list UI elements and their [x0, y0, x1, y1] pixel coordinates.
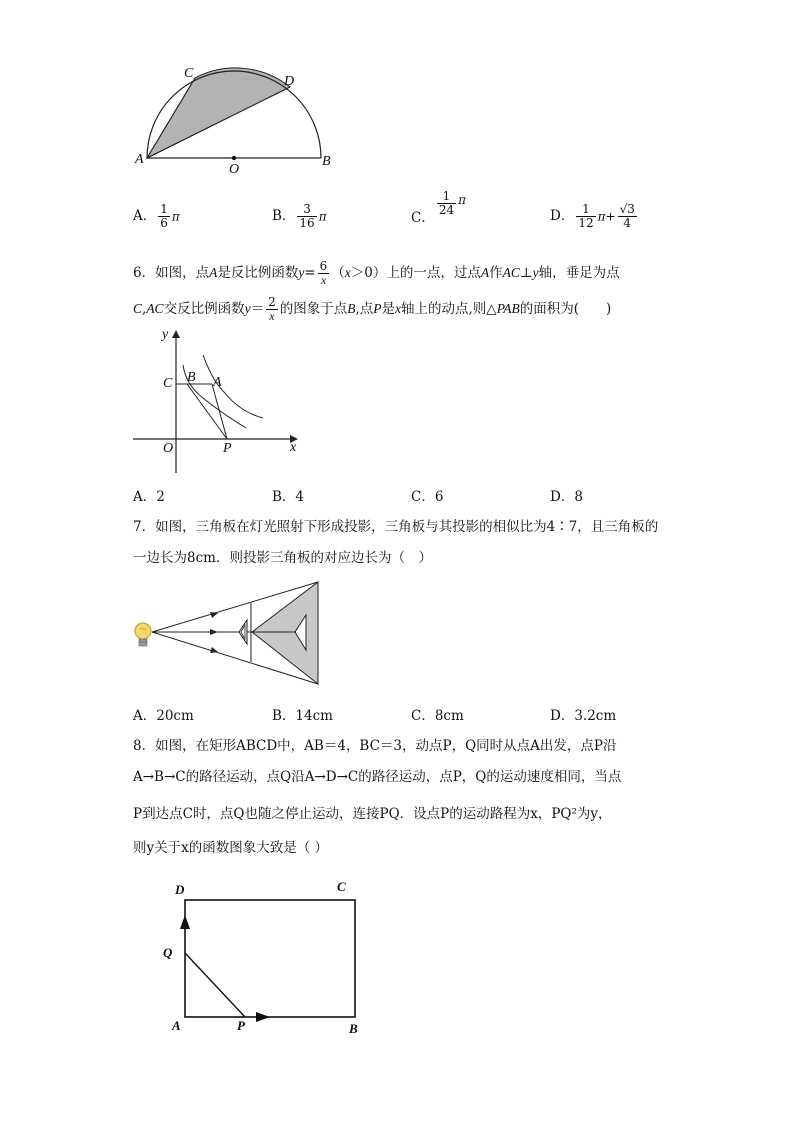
q8-label-d: D [175, 882, 185, 897]
q5-label-o: O [229, 162, 240, 177]
q7-option-d[interactable]: D．3.2cm [550, 708, 617, 724]
q6-label-b: B [187, 370, 196, 385]
q6-label-a: A [213, 375, 222, 390]
q8-stem-line-4: 则y关于x的函数图象大致是（ ） [133, 840, 329, 856]
q5-label-a: A [135, 152, 144, 167]
q8-segment-pq [185, 953, 245, 1017]
q8-arrow-p [256, 1012, 270, 1022]
q8-label-a: A [172, 1018, 181, 1033]
q6-fraction-2-over-x: $\frac{2}{x}$ [268, 295, 276, 323]
q6-label-y: y [162, 327, 169, 342]
q5-option-c-fraction: $\frac{1}{24}$ [438, 189, 455, 217]
q5-option-d[interactable]: D． $\frac{1}{12}$ π+ $\frac{√3}{4}$ [550, 202, 635, 230]
q6-option-b[interactable]: B．4 [272, 489, 305, 505]
q5-option-c[interactable]: C． $\frac{1}{24}$ π [411, 189, 467, 226]
q7-stem-line-2: 一边长为8cm．则投影三角板的对应边长为（ ） [133, 550, 432, 566]
q8-label-b: B [349, 1021, 358, 1036]
q6-option-c[interactable]: C．6 [411, 489, 444, 505]
q6-option-a[interactable]: A．2 [133, 489, 165, 505]
q5-option-b[interactable]: B． $\frac{3}{16}$ π [272, 202, 327, 230]
q6-label-c: C [163, 376, 173, 391]
q5-label-d: D [284, 74, 295, 89]
q6-label-o: O [163, 441, 174, 456]
q5-option-a[interactable]: A． $\frac{1}{6}$ π [133, 202, 180, 230]
q5-option-b-fraction: $\frac{3}{16}$ [299, 202, 315, 230]
q8-label-c: C [337, 879, 346, 894]
q5-label-c: C [184, 66, 194, 81]
q5-option-a-letter: A． [133, 208, 157, 224]
q5-option-a-fraction: $\frac{1}{6}$ [160, 202, 168, 230]
q8-rectangle-abcd [185, 900, 355, 1017]
q6-stem-line-2: C,AC交反比例函数y＝ $\frac{2}{x}$ 的图象于点B,点P是x轴上的动点,则△PAB的面积为( ) [133, 295, 612, 323]
q8-stem-line-3: P到达点C时，点Q也随之停止运动，连接PQ．设点P的运动路程为x，PQ²为y， [133, 806, 612, 822]
q7-option-c[interactable]: C．8cm [411, 708, 464, 724]
q8-stem-line-1: 8．如图，在矩形ABCD中，AB＝4，BC＝3，动点P，Q同时从点A出发，点P沿 [133, 738, 617, 754]
q5-option-d-fraction-1: $\frac{1}{12}$ [578, 202, 594, 230]
q6-stem-line-1: 6．如图，点A是反比例函数y= $\frac{6}{x}$ （x＞0）上的一点，过点A作AC⊥y轴，垂足为点 [133, 259, 620, 287]
q5-label-b: B [322, 154, 331, 169]
q5-option-c-letter: C． [411, 210, 435, 226]
q5-option-d-fraction-2: $\frac{√3}{4}$ [619, 202, 635, 230]
q8-stem-line-2: A→B→C的路径运动，点Q沿A→D→C的路径运动，点P，Q的运动速度相同，当点 [133, 769, 622, 785]
q6-fraction-6-over-x: $\frac{6}{x}$ [319, 259, 328, 287]
q6-option-d[interactable]: D．8 [550, 489, 583, 505]
q5-option-d-letter: D． [550, 208, 575, 224]
q6-label-x: x [290, 440, 297, 455]
q8-label-p: P [237, 1018, 245, 1033]
q7-option-b[interactable]: B．14cm [272, 708, 333, 724]
q7-stem-line-1: 7．如图，三角板在灯光照射下形成投影，三角板与其投影的相似比为4∶7，且三角板的 [133, 519, 659, 535]
q6-label-p: P [223, 441, 232, 456]
q7-option-a[interactable]: A．20cm [133, 708, 194, 724]
q5-option-b-letter: B． [272, 208, 296, 224]
q8-arrow-q [180, 915, 190, 929]
q8-label-q: Q [163, 945, 173, 960]
